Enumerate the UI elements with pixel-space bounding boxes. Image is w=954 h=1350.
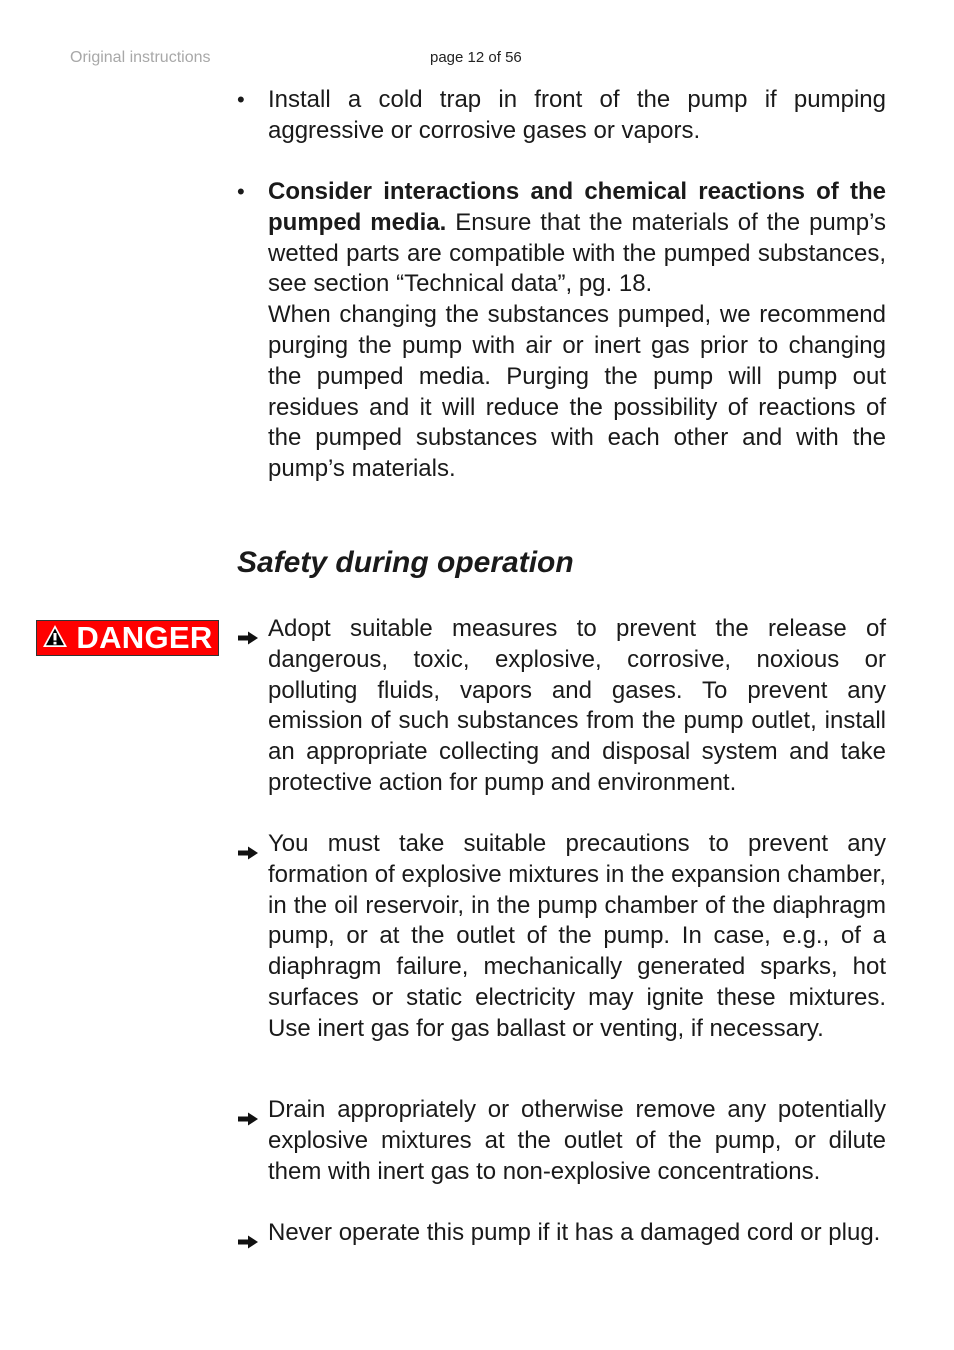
bullet-text-continued: When changing the substances pumped, we recommend purging the pump with air or inert gas prior to changing the pumped media. Purging the pump will pump out residues and it will reduce the possibility of reactions of the pumped substances with each other and with the pump’s materials. [268, 301, 886, 483]
bullet-cold-trap [237, 85, 886, 147]
item-text: You must take suitable precautions to prevent any formation of explosive mixtures in the expansion chamber, in the oil reservoir, in the pump chamber of the diaphragm pump, or at the outlet of the pump. In case, e.g., of a diaphragm failure, mechanically generated sparks, hot surfaces or static electricity may ignite these mixtures. Use inert gas for gas ballast or venting, if necessary. [268, 830, 886, 1042]
list-item [237, 1218, 886, 1249]
item-text: Drain appropriately or otherwise remove any potentially explosive mixtures at the outlet of the pump, or dilute them with inert gas to non-explosive concentrations. [268, 1096, 886, 1185]
bullet-marker: • [237, 87, 245, 112]
safety-item-drain [237, 1095, 886, 1187]
safety-item-damaged-cord [237, 1218, 886, 1249]
bullet-text: Install a cold trap in front of the pump if pumping aggressive or corrosive gases or vapors. [268, 86, 886, 144]
bullet-marker: • [237, 179, 245, 204]
item-text: Adopt suitable measures to prevent the release of dangerous, toxic, explosive, corrosive, noxious or polluting fluids, vapors and gases. To prevent any emission of such substances from the pump outlet, install an appropriate collecting and disposal system and take protective action for pump and environment. [268, 615, 886, 796]
safety-item-release [237, 614, 886, 799]
header-document-label: Original instructions [70, 49, 211, 66]
list-item [237, 177, 886, 485]
warning-triangle-icon [42, 624, 68, 653]
right-arrow-icon [237, 623, 261, 654]
section-heading: Safety during operation [237, 546, 574, 579]
bullet-bold-lead: Consider interactions and chemical reactions of the pumped media. [268, 178, 886, 236]
bullet-chemical-reactions [237, 177, 886, 485]
right-arrow-icon [237, 1227, 261, 1258]
right-arrow-icon [237, 1104, 261, 1135]
list-item [237, 1095, 886, 1187]
danger-label: DANGER [76, 620, 213, 655]
bullet-text: Ensure that the materials of the pump’s wetted parts are compatible with the pumped substances, see section “Technical data”, pg. 18. [268, 208, 886, 298]
list-item [237, 614, 886, 799]
safety-item-explosive-mixtures [237, 829, 886, 1045]
list-item [237, 829, 886, 1045]
danger-badge [36, 620, 219, 656]
list-item [237, 85, 886, 147]
page-number: page 12 of 56 [430, 49, 522, 66]
right-arrow-icon [237, 838, 261, 869]
item-text: Never operate this pump if it has a damaged cord or plug. [268, 1219, 881, 1246]
